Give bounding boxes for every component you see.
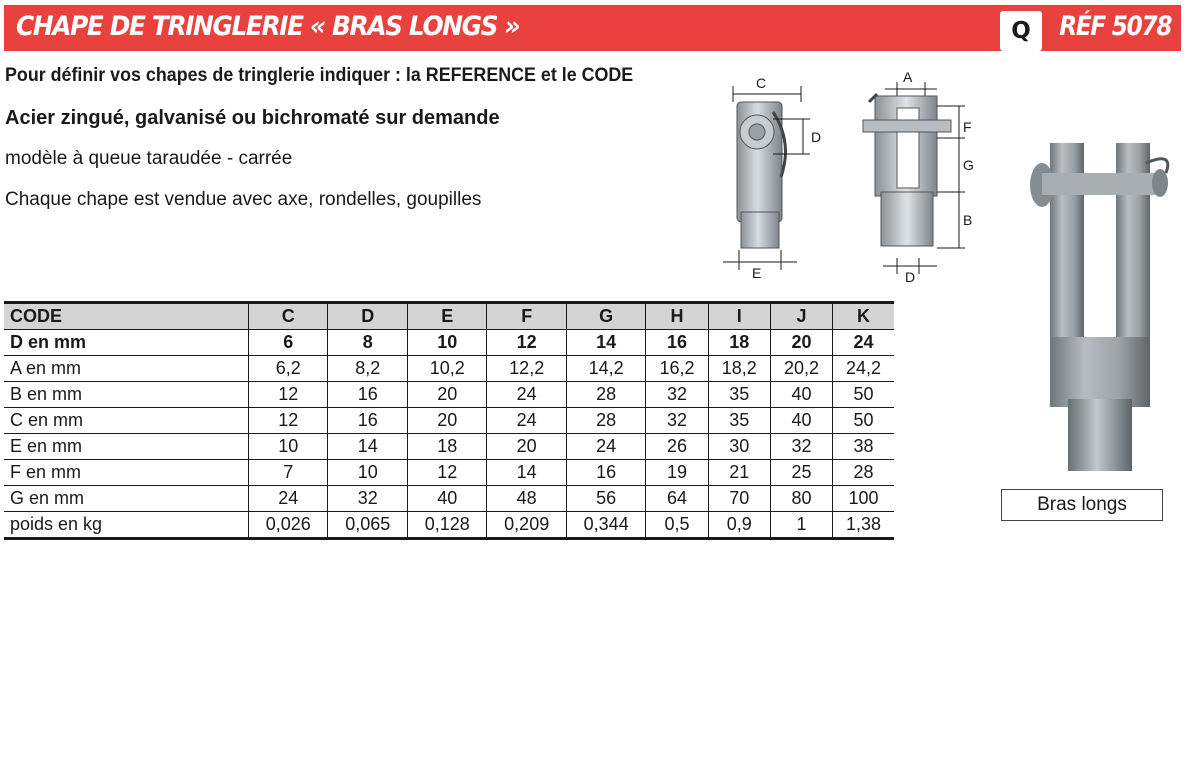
table-cell: 40 [407,486,486,512]
table-cell: 24 [487,408,566,434]
row-label: G en mm [4,486,249,512]
photo-caption: Bras longs [1001,489,1163,521]
side-view-drawing [715,72,835,282]
table-cell: 21 [708,460,770,486]
specification-table [4,301,894,540]
table-cell: 19 [646,460,708,486]
table-cell: 50 [833,408,894,434]
row-label: poids en kg [4,512,249,539]
table-cell: 38 [833,434,894,460]
table-cell: 18 [708,330,770,356]
table-cell: 0,5 [646,512,708,539]
table-cell: 18 [407,434,486,460]
material-text: Acier zingué, galvanisé ou bichromaté sur demande [5,107,500,129]
table-cell: 8 [328,330,407,356]
table-cell: 70 [708,486,770,512]
page-title: CHAPE DE TRINGLERIE « BRAS LONGS » [16,11,520,42]
table-cell: 12 [249,408,328,434]
column-header: C [249,303,328,330]
table-row [4,434,894,460]
table-cell: 16 [328,408,407,434]
header-banner [4,5,1181,51]
table-cell: 10 [328,460,407,486]
table-cell: 48 [487,486,566,512]
table-cell: 25 [770,460,832,486]
table-cell: 40 [770,382,832,408]
table-cell: 35 [708,408,770,434]
table-cell: 10,2 [407,356,486,382]
table-cell: 16 [328,382,407,408]
row-label: F en mm [4,460,249,486]
table-cell: 28 [833,460,894,486]
table-cell: 10 [407,330,486,356]
dim-label-a: A [903,69,913,85]
table-cell: 24 [833,330,894,356]
table-cell: 0,128 [407,512,486,539]
column-header: G [566,303,645,330]
table-cell: 0,209 [487,512,566,539]
dim-label-b: B [963,212,973,228]
clevis-image [1028,137,1174,473]
table-cell: 64 [646,486,708,512]
table-cell: 24 [566,434,645,460]
column-header-code: CODE [4,303,249,330]
front-view-drawing [855,68,985,288]
table-cell: 0,026 [249,512,328,539]
table-cell: 12 [407,460,486,486]
instruction-text: Pour définir vos chapes de tringlerie indiquer : la REFERENCE et le CODE [5,65,634,86]
column-header: D [328,303,407,330]
table-cell: 12 [249,382,328,408]
table-row [4,512,894,539]
dim-label-d: D [811,129,822,145]
table-cell: 10 [249,434,328,460]
table-cell: 30 [708,434,770,460]
column-header: F [487,303,566,330]
table-cell: 100 [833,486,894,512]
table-row [4,330,894,356]
table-cell: 20 [407,382,486,408]
table-cell: 1 [770,512,832,539]
table-cell: 35 [708,382,770,408]
row-label: D en mm [4,330,249,356]
row-label: B en mm [4,382,249,408]
table-cell: 7 [249,460,328,486]
column-header: H [646,303,708,330]
table-cell: 14 [487,460,566,486]
table-cell: 28 [566,382,645,408]
table-cell: 80 [770,486,832,512]
table-row [4,486,894,512]
table-cell: 40 [770,408,832,434]
table-cell: 32 [646,408,708,434]
table-cell: 28 [566,408,645,434]
dim-label-f: F [963,119,972,135]
table-cell: 24,2 [833,356,894,382]
contents-text: Chaque chape est vendue avec axe, rondelles, goupilles [5,189,482,210]
dim-label-g: G [963,157,974,173]
table-cell: 32 [770,434,832,460]
table-cell: 6 [249,330,328,356]
table-row [4,382,894,408]
table-cell: 0,344 [566,512,645,539]
table-cell: 24 [249,486,328,512]
table-cell: 14 [328,434,407,460]
table-cell: 18,2 [708,356,770,382]
table-cell: 16,2 [646,356,708,382]
table-cell: 0,065 [328,512,407,539]
table-cell: 20 [407,408,486,434]
dim-label-c: C [756,75,767,91]
table-row [4,408,894,434]
table-cell: 26 [646,434,708,460]
row-label: E en mm [4,434,249,460]
table-row [4,460,894,486]
table-cell: 14,2 [566,356,645,382]
table-cell: 24 [487,382,566,408]
table-cell: 0,9 [708,512,770,539]
table-cell: 12,2 [487,356,566,382]
table-cell: 14 [566,330,645,356]
product-photo [1028,137,1174,473]
dim-label-e: E [752,265,762,281]
table-cell: 20,2 [770,356,832,382]
table-cell: 1,38 [833,512,894,539]
reference-number: RÉF 5078 [1058,11,1171,42]
table-cell: 16 [566,460,645,486]
table-cell: 6,2 [249,356,328,382]
table-cell: 56 [566,486,645,512]
table-cell: 8,2 [328,356,407,382]
table-cell: 32 [328,486,407,512]
table-header-row [4,303,894,330]
quality-badge: Q [1000,11,1042,51]
table-cell: 16 [646,330,708,356]
table-cell: 20 [770,330,832,356]
column-header: I [708,303,770,330]
table-cell: 20 [487,434,566,460]
model-text: modèle à queue taraudée - carrée [5,148,293,169]
dim-label-d-bottom: D [905,269,916,285]
table-cell: 50 [833,382,894,408]
table-cell: 32 [646,382,708,408]
table-row [4,356,894,382]
column-header: K [833,303,894,330]
table-cell: 12 [487,330,566,356]
row-label: C en mm [4,408,249,434]
column-header: J [770,303,832,330]
row-label: A en mm [4,356,249,382]
column-header: E [407,303,486,330]
